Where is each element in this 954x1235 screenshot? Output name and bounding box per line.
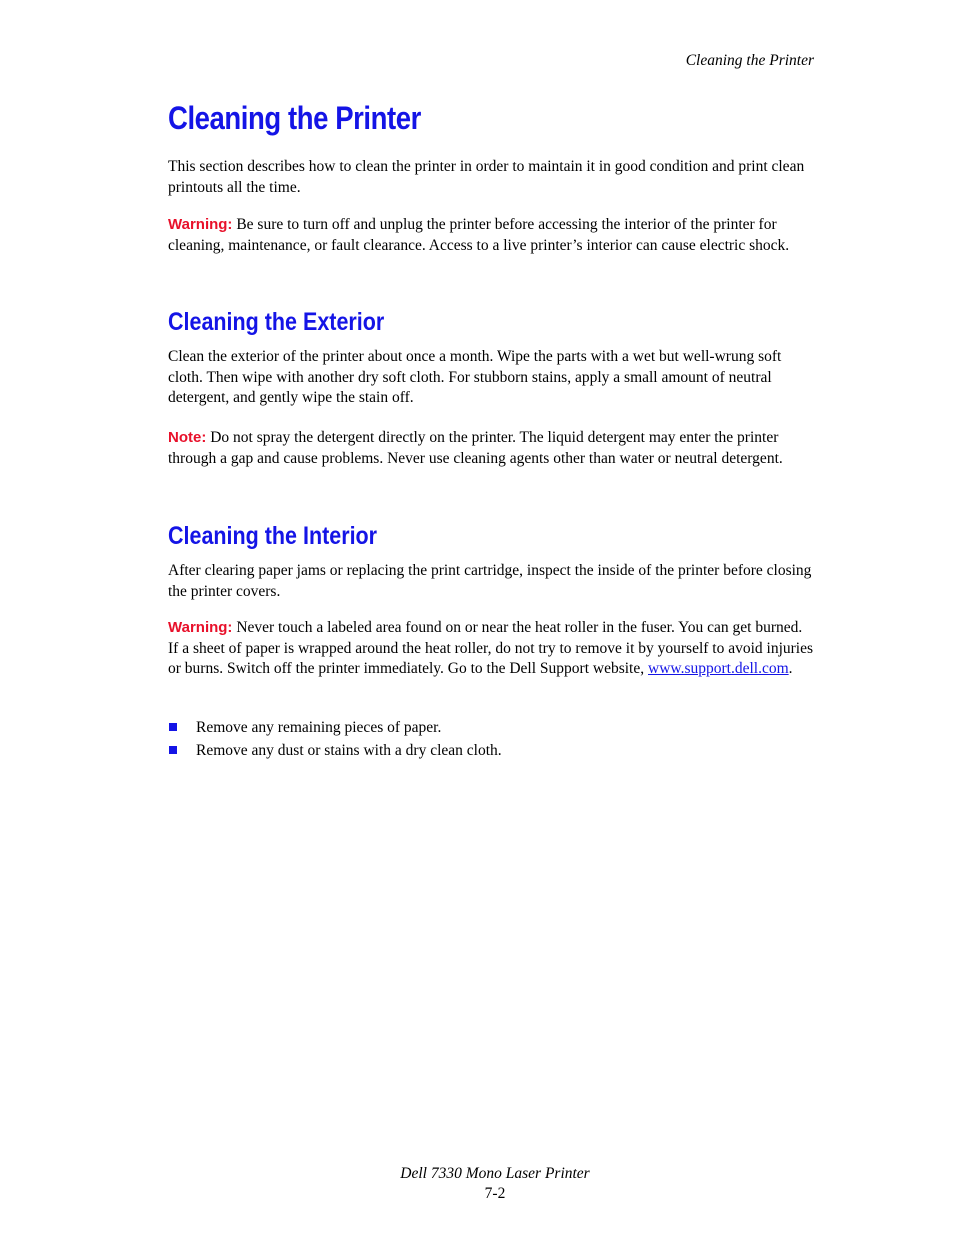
section-heading-interior: Cleaning the Interior (168, 522, 378, 550)
square-bullet-icon (169, 746, 177, 754)
exterior-paragraph: Clean the exterior of the printer about once a month. Wipe the parts with a wet but well-wrung soft cloth. Then wipe with another dry soft cloth. For stubborn stains, apply a small amount of neutral detergent, and gently wipe the stain off. (168, 348, 782, 406)
warning-power-paragraph (168, 215, 814, 256)
square-bullet-icon (169, 723, 177, 731)
page-footer (0, 1164, 954, 1204)
warning-text: Be sure to turn off and unplug the printer before accessing the interior of the printer for cleaning, maintenance, or fault clearance. Access to a live printer’s interior can cause electric shock. (168, 216, 790, 254)
page-title: Cleaning the Printer (168, 100, 421, 136)
list-item (168, 739, 814, 762)
note-paragraph (168, 428, 814, 469)
link-trailing-period: . (788, 660, 793, 677)
footer-page-number: 7-2 (484, 1185, 506, 1202)
warning-label: Warning: (168, 216, 233, 233)
list-item-text: Remove any dust or stains with a dry clean cloth. (196, 742, 502, 759)
section-heading-exterior: Cleaning the Exterior (168, 308, 385, 336)
cleaning-steps-list (168, 716, 814, 762)
note-label: Note: (168, 429, 207, 446)
warning-label: Warning: (168, 619, 233, 636)
intro-paragraph: This section describes how to clean the printer in order to maintain it in good condition and print clean printouts all the time. (168, 158, 805, 196)
list-item (168, 716, 814, 739)
interior-paragraph: After clearing paper jams or replacing the print cartridge, inspect the inside of the printer before closing the printer covers. (168, 562, 812, 600)
running-header: Cleaning the Printer (685, 52, 814, 69)
note-text: Do not spray the detergent directly on the printer. The liquid detergent may enter the printer through a gap and cause problems. Never use cleaning agents other than water or neutral detergent. (168, 429, 783, 467)
warning-text: Never touch a labeled area found on or near the heat roller in the fuser. You can get burned. If a sheet of paper is wrapped around the heat roller, do not try to remove it by yourself to avoid injuries or burns. Switch off the printer immediately. Go to the Dell Support website, (168, 619, 814, 677)
support-link[interactable]: www.support.dell.com (648, 660, 789, 677)
warning-heat-paragraph (168, 618, 814, 680)
list-item-text: Remove any remaining pieces of paper. (196, 719, 442, 736)
footer-doc-title: Dell 7330 Mono Laser Printer (400, 1165, 590, 1182)
